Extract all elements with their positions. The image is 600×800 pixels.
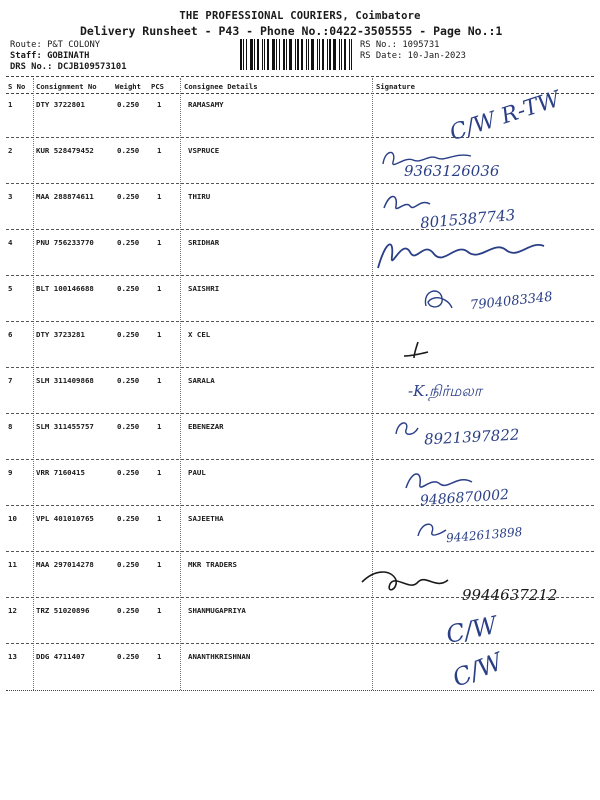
cell-weight: 0.250	[117, 238, 140, 247]
cell-pcs: 1	[157, 192, 162, 201]
barcode	[240, 39, 354, 70]
cell-weight: 0.250	[117, 514, 140, 523]
cell-pcs: 1	[157, 560, 162, 569]
cell-consignee: X CEL	[188, 330, 211, 339]
barcode-bar	[276, 39, 277, 70]
cell-consignee: ANANTHKRISHNAN	[188, 652, 251, 661]
barcode-bar	[257, 39, 259, 70]
barcode-bar	[329, 39, 331, 70]
row10-phone: 9442613898	[445, 524, 523, 546]
barcode-bar	[327, 39, 328, 70]
barcode-bar	[333, 39, 336, 70]
cell-weight: 0.250	[117, 330, 140, 339]
row8-signature	[392, 416, 422, 440]
row5-signature	[418, 282, 458, 314]
staff-line	[10, 51, 89, 61]
cell-sno: 8	[8, 422, 13, 431]
cell-sno: 7	[8, 376, 13, 385]
header-divider	[6, 76, 594, 77]
cell-weight: 0.250	[117, 560, 140, 569]
table-row	[0, 644, 600, 693]
barcode-bar	[306, 39, 307, 70]
rs-date-line	[360, 51, 466, 61]
cell-consignee: VSPRUCE	[188, 146, 220, 155]
cell-consignee: SRIDHAR	[188, 238, 220, 247]
cell-consignment: MAA 297014278	[36, 560, 94, 569]
barcode-bar	[246, 39, 247, 70]
row6-signature	[400, 338, 440, 362]
barcode-bar	[243, 39, 244, 70]
barcode-bar	[240, 39, 242, 70]
table-bottom-rule	[6, 690, 594, 691]
col-signature: Signature	[376, 82, 415, 91]
rs-no-line	[360, 40, 439, 50]
row7-name: -K.நிர்மலா	[408, 382, 482, 400]
col-pcs: PCS	[151, 82, 164, 91]
cell-weight: 0.250	[117, 376, 140, 385]
cell-consignment: SLM 311409868	[36, 376, 94, 385]
col-consignee: Consignee Details	[184, 82, 258, 91]
barcode-bar	[297, 39, 299, 70]
runsheet-title: Delivery Runsheet - P43 - Phone No.:0422-3505555 - Page No.:1	[80, 24, 503, 38]
barcode-bar	[344, 39, 346, 70]
staff-value: GOBINATH	[47, 51, 90, 61]
cell-sno: 12	[8, 606, 17, 615]
cell-sno: 4	[8, 238, 13, 247]
rs-date-value: 10-Jan-2023	[407, 51, 466, 61]
drs-label: DRS No.:	[10, 62, 53, 72]
barcode-bar	[339, 39, 340, 70]
barcode-bar	[267, 39, 269, 70]
barcode-bar	[272, 39, 275, 70]
col-weight: Weight	[115, 82, 141, 91]
row4-signature	[372, 232, 552, 278]
cell-pcs: 1	[157, 284, 162, 293]
cell-pcs: 1	[157, 330, 162, 339]
barcode-bar	[308, 39, 309, 70]
cell-weight: 0.250	[117, 606, 140, 615]
cell-weight: 0.250	[117, 146, 140, 155]
cell-consignee: MKR TRADERS	[188, 560, 237, 569]
cell-sno: 11	[8, 560, 17, 569]
barcode-bar	[349, 39, 350, 70]
barcode-bar	[262, 39, 263, 70]
cell-consignee: SHANMUGAPRIYA	[188, 606, 246, 615]
row2-phone: 9363126036	[404, 162, 500, 180]
cell-consignment: VPL 401010765	[36, 514, 94, 523]
cell-consignment: DDG 4711407	[36, 652, 85, 661]
cell-sno: 9	[8, 468, 13, 477]
cell-consignment: MAA 288874611	[36, 192, 94, 201]
barcode-bar	[250, 39, 253, 70]
cell-pcs: 1	[157, 652, 162, 661]
cell-consignment: DTY 3722801	[36, 100, 85, 109]
route-label: Route:	[10, 40, 42, 50]
barcode-bar	[254, 39, 255, 70]
cell-sno: 3	[8, 192, 13, 201]
row12-cw-note: C/W	[443, 610, 500, 650]
cell-pcs: 1	[157, 376, 162, 385]
row13-cw-note: C/W	[448, 647, 507, 693]
row8-phone: 8921397822	[423, 425, 520, 449]
barcode-bar	[295, 39, 296, 70]
cell-weight: 0.250	[117, 284, 140, 293]
cell-consignee: EBENEZAR	[188, 422, 224, 431]
barcode-bar	[301, 39, 303, 70]
barcode-bar	[286, 39, 287, 70]
cell-consignment: SLM 311455757	[36, 422, 94, 431]
barcode-bar	[341, 39, 342, 70]
route-value: P&T COLONY	[47, 40, 101, 50]
route-line	[10, 40, 100, 50]
table-row	[0, 460, 600, 506]
barcode-bar	[351, 39, 352, 70]
drs-value: DCJB109573101	[57, 62, 127, 72]
row9-phone: 9486870002	[419, 486, 510, 510]
cell-sno: 1	[8, 100, 13, 109]
cell-consignee: PAUL	[188, 468, 206, 477]
cell-sno: 10	[8, 514, 17, 523]
cell-pcs: 1	[157, 146, 162, 155]
barcode-bar	[289, 39, 292, 70]
row11-phone: 9944637212	[462, 586, 558, 604]
cell-pcs: 1	[157, 422, 162, 431]
cell-sno: 6	[8, 330, 13, 339]
row5-phone: 7904083348	[469, 289, 554, 314]
cell-sno: 5	[8, 284, 13, 293]
staff-label: Staff:	[10, 51, 42, 61]
table-row	[0, 138, 600, 184]
cell-consignment: TRZ 51020896	[36, 606, 90, 615]
barcode-bar	[283, 39, 285, 70]
row11-signature	[356, 566, 466, 600]
cell-consignment: KUR 528479452	[36, 146, 94, 155]
cell-pcs: 1	[157, 606, 162, 615]
drs-line	[10, 62, 127, 72]
cell-consignee: RAMASAMY	[188, 100, 224, 109]
cell-weight: 0.250	[117, 652, 140, 661]
rs-no-value: 1095731	[402, 40, 440, 50]
row1-cw-note: C/W R-TW	[446, 86, 564, 147]
barcode-bar	[311, 39, 314, 70]
table-row	[0, 598, 600, 644]
cell-weight: 0.250	[117, 192, 140, 201]
cell-pcs: 1	[157, 514, 162, 523]
cell-pcs: 1	[157, 238, 162, 247]
barcode-bar	[317, 39, 318, 70]
cell-consignee: SAJEETHA	[188, 514, 224, 523]
cell-weight: 0.250	[117, 422, 140, 431]
rs-date-label: RS Date:	[360, 51, 403, 61]
cell-consignment: PNU 756233770	[36, 238, 94, 247]
cell-consignee: SAISHRI	[188, 284, 220, 293]
table-row	[0, 368, 600, 414]
company-name: THE PROFESSIONAL COURIERS, Coimbatore	[179, 10, 421, 22]
rs-no-label: RS No.:	[360, 40, 398, 50]
cell-consignment: BLT 100146688	[36, 284, 94, 293]
cell-consignment: VRR 7160415	[36, 468, 85, 477]
col-consignment: Consignment No	[36, 82, 97, 91]
cell-weight: 0.250	[117, 468, 140, 477]
cell-sno: 13	[8, 652, 17, 661]
cell-pcs: 1	[157, 468, 162, 477]
cell-consignee: THIRU	[188, 192, 211, 201]
cell-pcs: 1	[157, 100, 162, 109]
col-sno: S No	[8, 82, 26, 91]
table-row	[0, 322, 600, 368]
cell-consignee: SARALA	[188, 376, 215, 385]
cell-consignment: DTY 3723281	[36, 330, 85, 339]
row3-phone: 8015387743	[419, 205, 517, 233]
barcode-bar	[319, 39, 320, 70]
cell-weight: 0.250	[117, 100, 140, 109]
barcode-bar	[279, 39, 280, 70]
cell-sno: 2	[8, 146, 13, 155]
barcode-bar	[264, 39, 265, 70]
barcode-bar	[322, 39, 324, 70]
